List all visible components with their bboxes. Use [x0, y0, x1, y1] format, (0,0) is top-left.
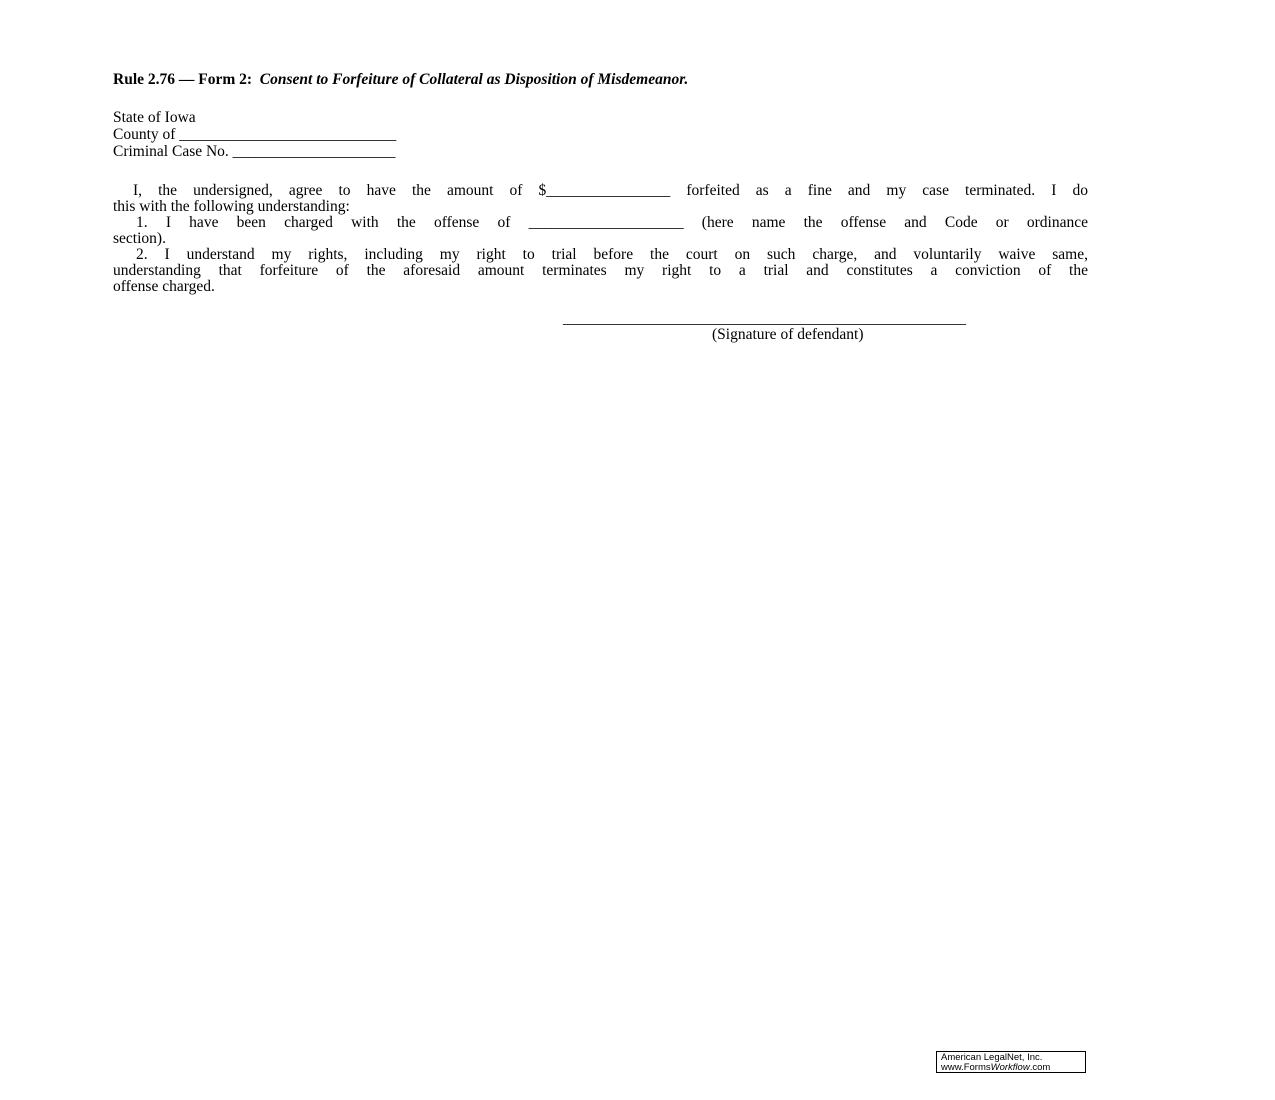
item-2-line: understanding that forfeiture of the aforesaid amount terminates my right to a trial and constitutes a conviction of the	[113, 262, 1088, 279]
item-2-line: 2. I understand my rights, including my right to trial before the court on such charge, and voluntarily waive same,	[136, 246, 1088, 263]
publisher-url: www.FormsWorkflow.com	[941, 1062, 1051, 1073]
intro-line: this with the following understanding:	[113, 198, 350, 215]
publisher-name: American LegalNet, Inc.	[941, 1052, 1043, 1063]
signature-line: ____________________________________________________	[563, 310, 966, 327]
body-text	[113, 183, 1088, 295]
publisher-footer	[936, 1051, 1086, 1073]
county-line: County of ____________________________	[113, 126, 397, 143]
item-2-line: offense charged.	[113, 278, 215, 295]
intro-line: I, the undersigned, agree to have the amount of $________________ forfeited as a fine and my case terminated. I do	[133, 182, 1088, 199]
case-number-line: Criminal Case No. _____________________	[113, 143, 396, 160]
signature-label: (Signature of defendant)	[712, 326, 864, 343]
item-1-line: section).	[113, 230, 166, 247]
state-line: State of Iowa	[113, 109, 196, 126]
item-1-line: 1. I have been charged with the offense of ____________________ (here name the offense and Code or ordinance	[136, 214, 1088, 231]
rule-number: Rule 2.76 — Form 2:	[113, 71, 253, 88]
form-title	[113, 72, 688, 88]
form-subject: Consent to Forfeiture of Collateral as Disposition of Misdemeanor.	[259, 71, 689, 88]
